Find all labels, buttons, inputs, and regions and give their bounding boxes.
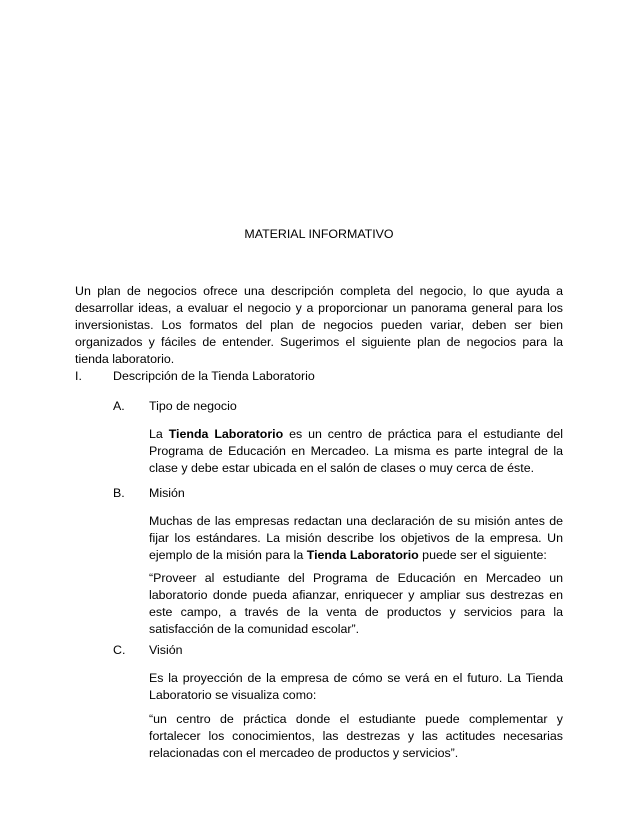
subsection-a-heading [113, 398, 563, 415]
bold-term: Tienda Laboratorio [168, 427, 284, 441]
subsection-c-heading [113, 642, 563, 659]
section-heading [75, 368, 563, 385]
subsection-a-title: Tipo de negocio [149, 399, 237, 413]
subsection-b-letter: B. [113, 486, 125, 500]
subsection-c-paragraph-1: Es la proyección de la empresa de cómo se verá en el futuro. La Tienda Laboratorio se visualiza como: [149, 671, 563, 702]
subsection-b-paragraph-1: Muchas de las empresas redactan una declaración de su misión antes de fijar los estándares. La misión describe los objetivos de la empresa. Un ejemplo de la misión para la Tienda Laboratorio puede ser el siguiente: [149, 514, 563, 562]
subsection-b-title: Misión [149, 486, 185, 500]
subsection-b-paragraph-2: “Proveer al estudiante del Programa de Educación en Mercadeo un laboratorio donde pueda afianzar, enriquecer y ampliar sus destrezas en este campo, a través de la venta de productos y servicios para la satisfacción de la comunidad escolar”. [149, 571, 563, 636]
bold-term: Tienda Laboratorio [306, 548, 419, 562]
subsection-a-letter: A. [113, 399, 125, 413]
subsection-b-heading [113, 485, 563, 502]
section-title: Descripción de la Tienda Laboratorio [113, 369, 315, 383]
subsection-c-paragraph-2: “un centro de práctica donde el estudiante puede complementar y fortalecer los conocimientos, las destrezas y las actitudes necesarias relacionadas con el mercadeo de productos y servicios”. [149, 712, 563, 760]
section-number: I. [75, 369, 82, 383]
intro-paragraph: Un plan de negocios ofrece una descripción completa del negocio, lo que ayuda a desarrollar ideas, a evaluar el negocio y a proporcionar un panorama general para los inversionistas. Los formatos del plan de negocios pueden variar, deben ser bien organizados y fáciles de entender. Sugerimos el siguiente plan de negocios para la tienda laboratorio. [75, 284, 563, 366]
document-title: MATERIAL INFORMATIVO [244, 227, 394, 241]
subsection-a-paragraph: La Tienda Laboratorio es un centro de práctica para el estudiante del Programa de Educación en Mercadeo. La misma es parte integral de la clase y debe estar ubicada en el salón de clases o muy cerca de éste. [149, 427, 563, 475]
subsection-c-letter: C. [113, 643, 126, 657]
subsection-c-title: Visión [149, 643, 183, 657]
